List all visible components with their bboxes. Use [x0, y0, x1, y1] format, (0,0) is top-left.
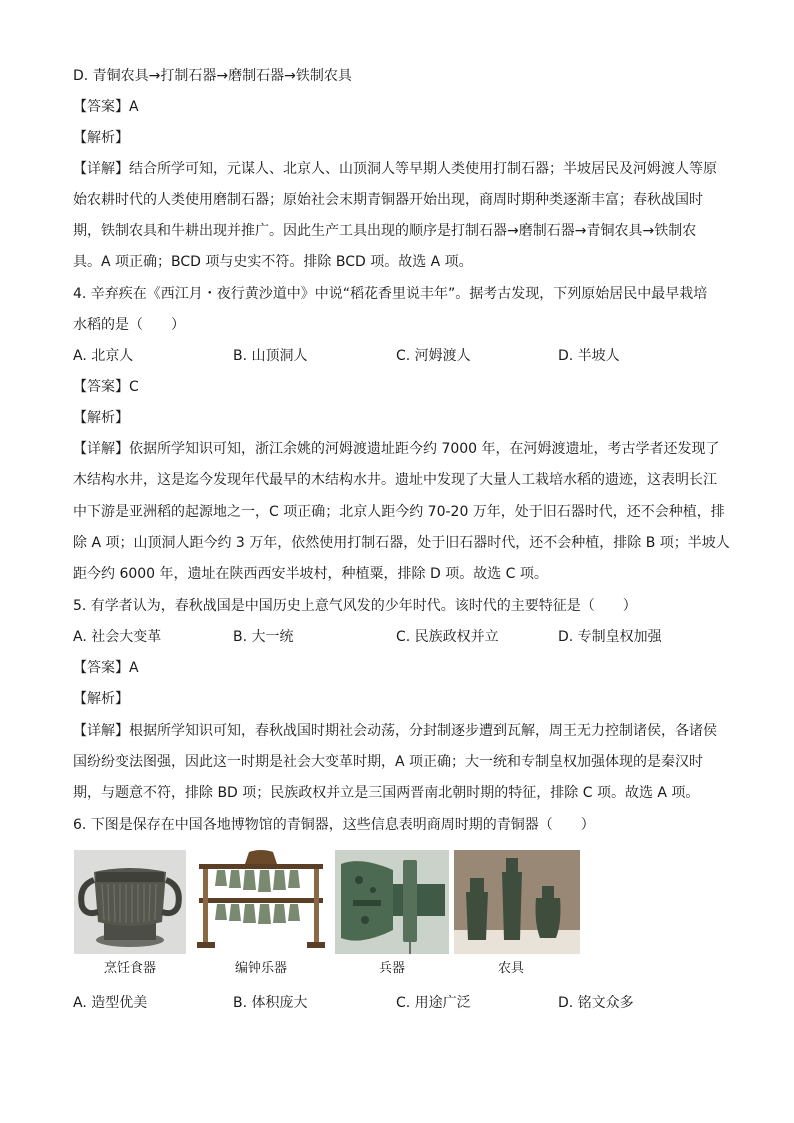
q5-option-d: D. 专制皇权加强 — [558, 629, 662, 645]
q4-option-a: A. 北京人 — [73, 348, 134, 364]
explanation-line: 期，铁制农具和牛耕出现并推广。因此生产工具出现的顺序是打制石器→磨制石器→青铜农具→铁制农 — [73, 223, 697, 239]
explanation-line: 具。A 项正确；BCD 项与史实不符。排除 BCD 项。故选 A 项。 — [73, 254, 473, 270]
chime-bells-image — [193, 850, 329, 954]
answer-label: 【答案】A — [73, 660, 139, 676]
q6-option-a: A. 造型优美 — [73, 995, 148, 1011]
analysis-label: 【解析】 — [73, 130, 129, 146]
explanation-line: 中下游是亚洲稻的起源地之一，C 项正确；北京人距今约 70-20 万年，处于旧石器时代，还不会种植，排 — [73, 504, 725, 520]
figure-caption-tools: 农具 — [497, 961, 524, 976]
bronze-vessel-image — [74, 850, 186, 954]
q6-option-d: D. 铭文众多 — [558, 995, 634, 1011]
explanation-line: 木结构水井，这是迄今发现年代最早的木结构水井。遗址中发现了大量人工栽培水稻的遗迹，这表明长江 — [73, 472, 717, 488]
q5-option-a: A. 社会大变革 — [73, 629, 162, 645]
bronze-tools-image — [454, 850, 580, 954]
q6-option-b: B. 体积庞大 — [233, 995, 308, 1011]
q6-option-c: C. 用途广泛 — [396, 995, 471, 1011]
q4-stem: 4. 辛弃疾在《西江月・夜行黄沙道中》中说“稻花香里说丰年”。据考古发现，下列原始居民中最早栽培 — [73, 286, 708, 302]
explanation-line: 【详解】依据所学知识可知，浙江余姚的河姆渡遗址距今约 7000 年，在河姆渡遗址，考古学者还发现了 — [73, 441, 720, 457]
q4-option-d: D. 半坡人 — [558, 348, 620, 364]
figure-caption-bells: 编钟乐器 — [234, 961, 287, 976]
q4-option-c: C. 河姆渡人 — [396, 348, 471, 364]
explanation-line: 始农耕时代的人类使用磨制石器；原始社会末期青铜器开始出现，商周时期种类逐渐丰富；春秋战国时 — [73, 192, 703, 208]
explanation-line: 除 A 项；山顶洞人距今约 3 万年，依然使用打制石器，处于旧石器时代，还不会种植，排除 B 项；半坡人 — [73, 535, 730, 551]
explanation-line: 距今约 6000 年，遗址在陕西西安半坡村，种植粟，排除 D 项。故选 C 项。 — [73, 566, 548, 582]
bronze-weapon-image — [335, 850, 449, 954]
q4-option-b: B. 山顶洞人 — [233, 348, 308, 364]
analysis-label: 【解析】 — [73, 410, 129, 426]
figure-caption-cooking: 烹饪食器 — [103, 961, 156, 976]
q6-stem: 6. 下图是保存在中国各地博物馆的青铜器，这些信息表明商周时期的青铜器（ ） — [73, 817, 595, 833]
q3-option-d: D. 青铜农具→打制石器→磨制石器→铁制农具 — [73, 68, 352, 84]
explanation-line: 期，与题意不符，排除 BD 项；民族政权并立是三国两晋南北朝时期的特征，排除 C 项。故选 A 项。 — [73, 785, 700, 801]
q5-stem: 5. 有学者认为，春秋战国是中国历史上意气风发的少年时代。该时代的主要特征是（ ） — [73, 598, 637, 614]
answer-label: 【答案】A — [73, 99, 139, 115]
answer-label: 【答案】C — [73, 379, 139, 395]
figure-caption-weapon: 兵器 — [378, 961, 405, 976]
q5-option-c: C. 民族政权并立 — [396, 629, 499, 645]
explanation-line: 【详解】根据所学知识可知，春秋战国时期社会动荡，分封制逐步遭到瓦解，周王无力控制诸侯，各诸侯 — [73, 723, 717, 739]
explanation-line: 【详解】结合所学可知，元谋人、北京人、山顶洞人等早期人类使用打制石器；半坡居民及河姆渡人等原 — [73, 161, 717, 177]
analysis-label: 【解析】 — [73, 691, 129, 707]
q5-option-b: B. 大一统 — [233, 629, 294, 645]
explanation-line: 国纷纷变法图强，因此这一时期是社会大变革时期，A 项正确；大一统和专制皇权加强体现的是秦汉时 — [73, 754, 704, 770]
q4-stem: 水稻的是（ ） — [73, 317, 185, 333]
